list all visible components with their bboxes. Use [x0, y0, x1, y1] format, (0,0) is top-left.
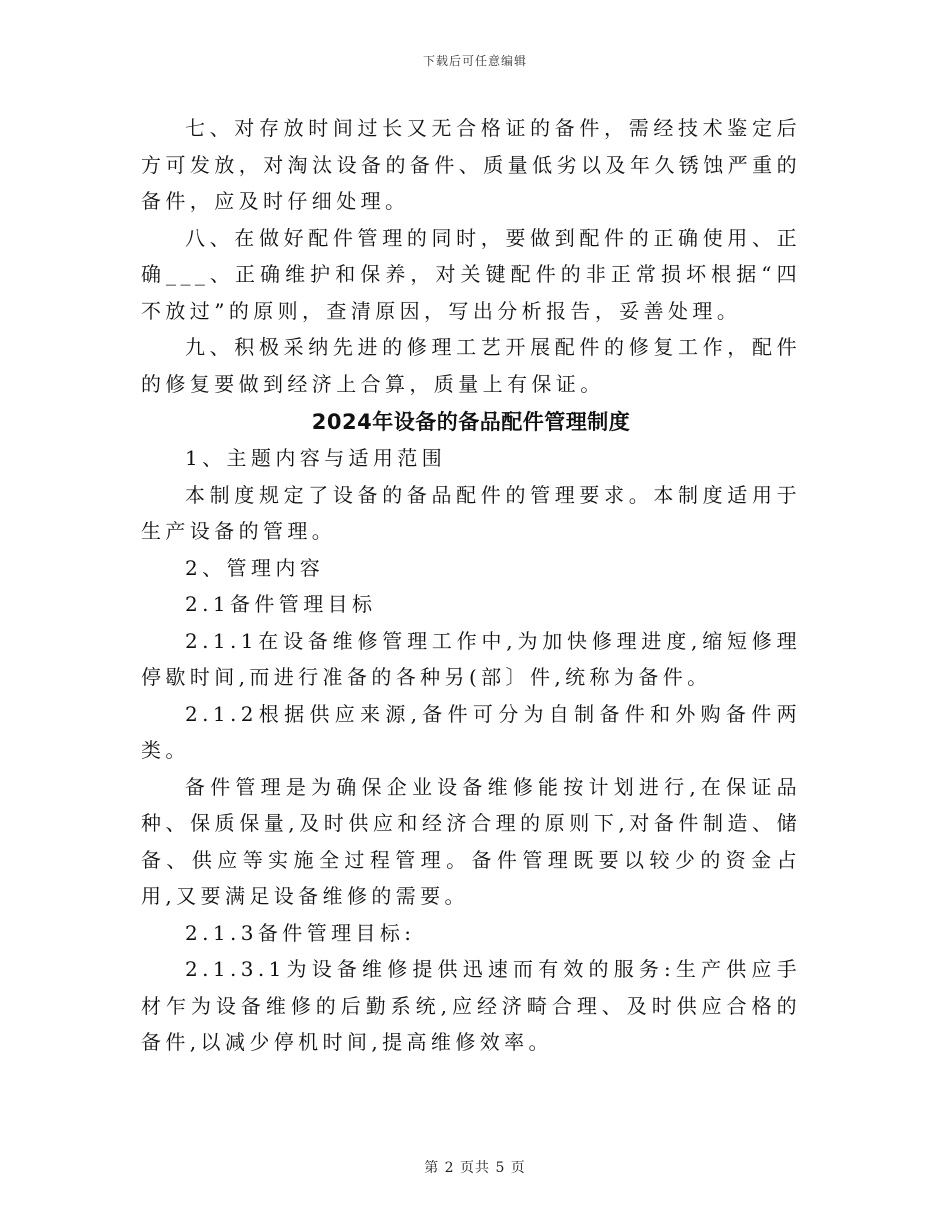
paragraph: 2.1.3.1为设备维修提供迅速而有效的服务:生产供应手材乍为设备维修的后勤系统,应经济畸合理、及时供应合格的备件,以减少停机时间,提高维修效率。	[141, 957, 801, 1054]
section-title: 2024年设备的备品配件管理制度	[311, 410, 631, 434]
paragraph: 1、主题内容与适用范围	[185, 446, 447, 470]
page-footer: 第 2 页共 5 页	[424, 1160, 526, 1176]
paragraph: 七、对存放时间过长又无合格证的备件，需经技术鉴定后方可发放，对淘汰设备的备件、质量低劣以及年久锈蚀严重的备件，应及时仔细处理。	[141, 116, 801, 213]
paragraph: 2.1.1在设备维修管理工作中,为加快修理进度,缩短修理停歇时间,而进行准备的各种另(部〕件,统称为备件。	[141, 628, 801, 689]
paragraph: 2.1备件管理目标	[185, 592, 377, 616]
paragraph: 九、积极采纳先进的修理工艺开展配件的修复工作，配件的修复要做到经济上合算，质量上有保证。	[141, 335, 801, 396]
paragraph: 2.1.3备件管理目标:	[185, 920, 416, 945]
page-header: 下载后可任意编辑	[422, 54, 527, 68]
paragraph: 2、管理内容	[185, 555, 325, 580]
paragraph: 2.1.2根据供应来源,备件可分为自制备件和外购备件两类。	[141, 701, 801, 762]
paragraph: 本制度规定了设备的备品配件的管理要求。本制度适用于生产设备的管理。	[141, 482, 801, 543]
document-body	[141, 110, 801, 1061]
paragraph: 八、在做好配件管理的同时，要做到配件的正确使用、正确___、正确维护和保养，对关键配件的非正常损坏根据“四不放过”的原则，查清原因，写出分析报告，妥善处理。	[141, 225, 801, 323]
paragraph: 备件管理是为确保企业设备维修能按计划进行,在保证品种、保质保量,及时供应和经济合理的原则下,对备件制造、储备、供应等实施全过程管理。备件管理既要以较少的资金占用,又要满足设备维修的需要。	[141, 774, 801, 908]
